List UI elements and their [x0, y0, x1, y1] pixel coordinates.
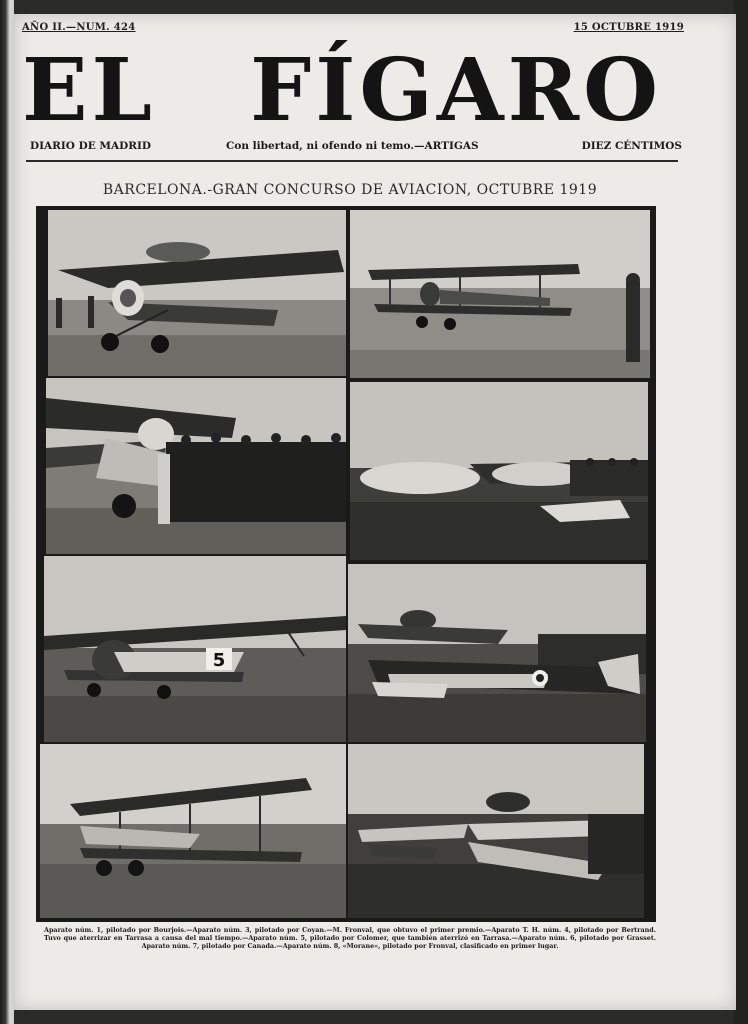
issue-number: AÑO II.—NUM. 424	[22, 22, 136, 33]
masthead-subline	[30, 140, 682, 154]
photo-grid	[36, 206, 656, 922]
newspaper-motto: Con libertad, ni ofendo ni temo.—ARTIGAS	[226, 140, 479, 152]
header-top-line	[22, 22, 684, 38]
photo-airplane-4	[350, 382, 648, 560]
background-edge	[734, 0, 748, 1024]
photo-airplane-6	[348, 564, 646, 742]
article-title: BARCELONA.-GRAN CONCURSO DE AVIACION, OCTUBRE 1919	[102, 182, 598, 198]
newspaper-price: DIEZ CÉNTIMOS	[581, 140, 682, 152]
masthead-title: EL FÍGARO	[22, 40, 662, 141]
photo-airplane-2	[350, 210, 650, 378]
photo-airplane-8	[348, 744, 644, 918]
photo-crowd-3	[46, 378, 346, 554]
header-rule	[26, 160, 678, 162]
photo-caption: Aparato núm. 1, pilotado por Bourjois.—Aparato núm. 3, pilotado por Coyan.—M. Fronval, que obtuvo el primer premio.—Aparato T. H. núm. 4, pilotado por Bertrand. Tuvo que aterrizar en Tarrasa a causa del mal tiempo.—Aparato núm. 5, pilotado por Colomer, que también aterrizó en Tarrasa.—Aparato núm. 6, pilotado por Grasset. Aparato núm. 7, pilotado por Canada.—Aparato núm. 8, «Morane», pilotado por Fronval, clasificado en primer lugar.	[44, 926, 656, 950]
plane-number-label: 5	[212, 650, 226, 671]
adjacent-page-edge	[0, 0, 14, 1024]
photo-airplane-7	[40, 744, 346, 918]
photo-airplane-5	[44, 556, 346, 742]
newspaper-subtitle: DIARIO DE MADRID	[30, 140, 151, 152]
photo-airplane-1	[48, 210, 346, 376]
issue-date: 15 OCTUBRE 1919	[573, 22, 684, 33]
